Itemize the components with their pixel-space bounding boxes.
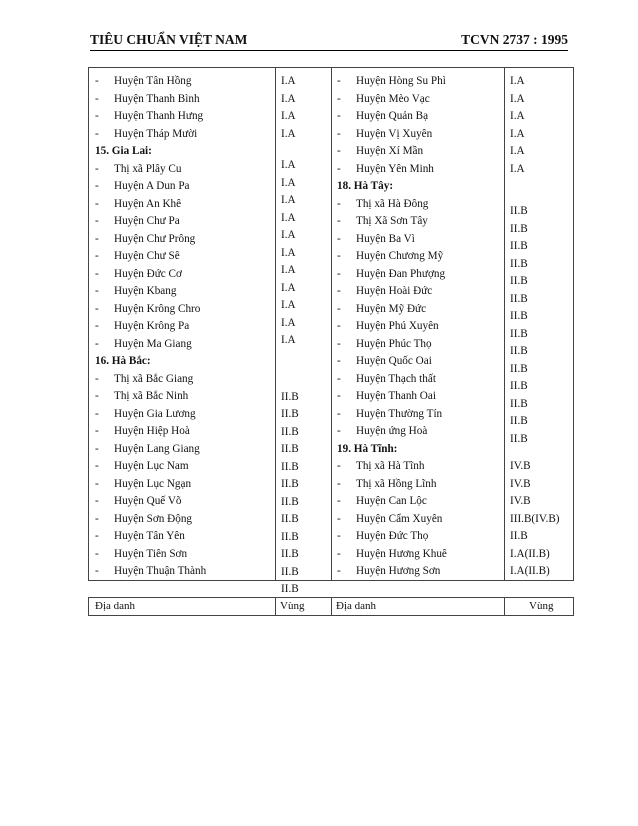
district-name: Huyện Krông Pa [114,320,190,332]
list-bullet: - [95,302,99,315]
footer-place-header: Địa danh [95,600,136,612]
district-name: Thị xã Hà Tĩnh [356,460,425,472]
list-bullet: - [337,355,341,367]
district-row [337,143,502,161]
list-bullet: - [337,337,341,350]
district-name: Thị xã Bắc Ninh [114,390,189,402]
district-name: Huyện Chư Prông [114,232,196,245]
zone-value: II.B [281,390,299,403]
list-bullet: - [337,75,341,87]
district-row [95,458,273,476]
district-name: Huyện Quốc Oai [356,355,432,367]
district-row [95,563,273,581]
list-bullet: - [337,92,341,105]
district-row [95,423,273,441]
zone-value: I.A [510,145,525,157]
district-row [337,126,502,144]
zone-value: II.B [281,443,299,455]
footer-zone-header-2: Vùng [529,600,554,612]
list-bullet: - [337,267,341,280]
district-name: Huyện A Dun Pa [114,180,190,192]
district-name: Huyện Hòng Su Phì [356,75,446,87]
district-name: Huyện Thanh Bình [114,92,200,105]
zone-value: IV.B [510,477,531,490]
district-name: Huyện Can Lộc [356,495,427,507]
district-name: Huyện Yên Minh [356,162,434,175]
district-row [337,231,502,249]
list-bullet: - [95,495,99,507]
list-bullet: - [95,232,99,245]
district-row [337,248,502,266]
district-name: Huyện Mỹ Đức [356,302,427,315]
district-row [95,493,273,511]
list-bullet: - [337,425,341,437]
zone-value: I.A(II.B) [510,547,550,560]
district-row [337,511,502,529]
district-name: Huyện Phúc Thọ [356,337,432,350]
zone-value: I.A [281,159,296,171]
zone-value: I.A [281,281,296,294]
zone-value: II.B [281,460,299,473]
district-row [337,196,502,214]
district-row [337,73,502,91]
district-row [95,301,273,319]
district-row [337,388,502,406]
district-name: Huyện Thuận Thành [114,565,207,577]
district-row [95,213,273,231]
list-bullet: - [337,320,341,332]
list-bullet: - [337,302,341,315]
zone-group [510,73,572,178]
list-bullet: - [95,547,99,560]
district-name: Huyện Ma Giang [114,337,192,350]
district-row [337,213,502,231]
list-bullet: - [337,495,341,507]
district-name: Huyện Xí Mần [356,145,424,157]
list-bullet: - [337,197,341,210]
zone-value: IV.B [510,495,531,507]
district-row [337,318,502,336]
district-name: Huyện Mèo Vạc [356,92,430,105]
district-row [337,493,502,511]
district-row [95,248,273,266]
list-bullet: - [95,197,99,210]
list-bullet: - [337,285,341,297]
district-name: Huyện Lục Ngạn [114,477,192,490]
district-name: Thị xã Hồng Lĩnh [356,477,437,490]
list-bullet: - [95,250,99,262]
district-row [95,161,273,179]
district-row [337,406,502,424]
zone-value: II.B [510,222,528,235]
district-name: Huyện Quế Võ [114,495,182,507]
list-bullet: - [95,460,99,472]
list-bullet: - [95,285,99,297]
zone-value: II.B [510,275,528,287]
district-name: Huyện Kbang [114,285,177,297]
district-name: Huyện An Khê [114,197,182,210]
zone-value: I.A [281,127,296,140]
list-bullet: - [337,250,341,262]
district-row [337,108,502,126]
zone-group [510,458,572,581]
list-bullet: - [95,372,99,385]
district-name: Huyện Lục Nam [114,460,189,472]
district-name: Huyện ứng Hoà [356,425,428,437]
list-bullet: - [95,215,99,227]
zone-value: II.B [510,380,528,392]
list-bullet: - [95,512,99,525]
list-bullet: - [95,477,99,490]
footer-zone-header: Vùng [280,600,305,612]
list-bullet: - [95,127,99,140]
province-heading: 19. Hà Tĩnh: [337,442,398,455]
zone-column-right [510,73,572,581]
district-name: Huyện Đức Cơ [114,267,182,280]
district-name: Huyện Thanh Hưng [114,110,204,122]
zone-value: I.A [281,211,296,224]
zone-value: IV.B [510,460,531,472]
district-name: Huyện Thường Tín [356,407,443,420]
zone-value: I.A [281,299,296,311]
list-bullet: - [337,477,341,490]
district-name: Huyện Quản Bạ [356,110,429,122]
district-row [337,371,502,389]
district-row [95,73,273,91]
list-bullet: - [95,110,99,122]
district-row [337,353,502,371]
district-name: Huyện Lang Giang [114,442,200,455]
zone-value: II.B [281,478,299,490]
zone-value: II.B [281,565,299,578]
district-name: Thị xã Plây Cu [114,162,182,175]
place-column-right [337,73,502,581]
zone-value: I.A [281,316,296,329]
district-row [337,528,502,546]
district-row [95,511,273,529]
zone-value: I.A [510,110,525,122]
district-name: Huyện Tân Yên [114,530,185,542]
zone-value: I.A [281,110,296,122]
list-bullet: - [95,337,99,350]
zone-value: I.A [510,162,525,175]
zone-value: I.A [281,246,296,259]
header-standard-title: TIÊU CHUẨN VIỆT NAM [90,32,248,47]
district-row [95,318,273,336]
district-row [95,406,273,424]
page-header [90,30,568,51]
zone-value: I.A [510,92,525,105]
district-row [95,528,273,546]
district-row [337,336,502,354]
district-name: Huyện Tiên Sơn [114,547,188,560]
district-row [95,546,273,564]
district-row [95,196,273,214]
zone-group [281,389,329,599]
list-bullet: - [337,162,341,175]
zone-value: I.A [281,92,296,105]
zone-value: II.B [510,530,528,542]
district-name: Huyện Hương Sơn [356,565,441,577]
district-row [337,458,502,476]
district-name: Huyện Tân Hồng [114,75,192,87]
district-row [337,301,502,319]
table-divider [331,68,332,580]
list-bullet: - [95,92,99,105]
zone-group [510,203,572,448]
district-name: Huyện Đan Phượng [356,267,446,280]
list-bullet: - [95,267,99,280]
district-row [95,441,273,459]
district-row [337,91,502,109]
footer-place-header-2: Địa danh [336,600,377,612]
list-bullet: - [337,530,341,542]
list-bullet: - [337,127,341,140]
district-row [337,266,502,284]
zone-group [281,73,329,143]
list-bullet: - [95,320,99,332]
table-divider [504,68,505,580]
district-row [337,563,502,581]
district-row [95,388,273,406]
district-row [337,283,502,301]
district-name: Huyện Vị Xuyên [356,127,433,140]
zone-value: II.B [510,397,528,410]
district-row [95,336,273,354]
zone-value: II.B [281,513,299,525]
zone-value: I.A [281,229,296,241]
district-name: Huyện Hoài Đức [356,285,433,297]
district-name: Huyện Đức Thọ [356,530,429,542]
table-divider [275,598,276,615]
list-bullet: - [337,390,341,402]
list-bullet: - [337,215,341,227]
zone-value: II.B [281,425,299,438]
district-name: Huyện Gia Lương [114,407,196,420]
table-divider [275,68,276,580]
district-name: Huyện Thạch thất [356,372,436,385]
footer-header-row [88,597,574,616]
place-column-left [95,73,273,581]
zone-group [281,157,329,350]
header-standard-code: TCVN 2737 : 1995 [461,32,568,47]
district-name: Huyện Sơn Động [114,512,193,525]
list-bullet: - [95,565,99,577]
district-name: Thị xã Bắc Giang [114,372,194,385]
zone-value: I.A [281,75,296,87]
district-row [337,423,502,441]
district-name: Huyện Hương Khuê [356,547,447,560]
district-row [95,108,273,126]
list-bullet: - [337,232,341,245]
zone-value: II.B [510,310,528,322]
district-name: Huyện Phú Xuyên [356,320,439,332]
list-bullet: - [337,110,341,122]
zone-value: I.A [281,176,296,189]
list-bullet: - [337,372,341,385]
list-bullet: - [95,407,99,420]
list-bullet: - [95,75,99,87]
zone-value: II.B [510,292,528,305]
zone-value: II.B [510,257,528,270]
zone-column-left [281,73,329,599]
province-heading: 16. Hà Bắc: [95,355,151,367]
list-bullet: - [95,162,99,175]
zone-value: I.A [281,334,296,346]
list-bullet: - [337,145,341,157]
district-row [337,546,502,564]
zone-value: I.A [281,194,296,206]
province-heading: 15. Gia Lai: [95,145,152,157]
district-row [95,283,273,301]
zone-value: II.B [281,583,299,595]
district-name: Thị xã Hà Đông [356,197,429,210]
zone-value: III.B(IV.B) [510,512,560,525]
district-name: Huyện Tháp Mười [114,127,198,140]
list-bullet: - [95,180,99,192]
zone-value: II.B [510,415,528,427]
list-bullet: - [337,512,341,525]
list-bullet: - [337,547,341,560]
district-name: Huyện Cẩm Xuyên [356,512,443,525]
district-row [95,91,273,109]
zone-value: II.B [510,240,528,252]
zone-value: II.B [510,362,528,375]
table-divider [331,598,332,615]
zone-value: II.B [281,548,299,560]
district-row [95,476,273,494]
location-zone-table [88,67,574,595]
zone-value: II.B [510,345,528,357]
list-bullet: - [337,460,341,472]
zone-value: II.B [510,205,528,217]
district-name: Huyện Chư Sê [114,250,180,262]
district-name: Huyện Chư Pa [114,215,180,227]
list-bullet: - [337,565,341,577]
district-row [95,126,273,144]
district-row [337,476,502,494]
province-heading: 18. Hà Tây: [337,180,394,192]
district-row [95,231,273,249]
district-name: Huyện Ba Vì [356,232,415,245]
list-bullet: - [337,407,341,420]
district-name: Huyện Chương Mỹ [356,250,444,262]
zone-value: II.B [281,495,299,508]
list-bullet: - [95,425,99,437]
zone-value: II.B [281,408,299,420]
district-name: Thị Xã Sơn Tây [356,215,428,227]
district-name: Huyện Hiệp Hoà [114,425,190,437]
table-divider [504,598,505,615]
list-bullet: - [95,530,99,542]
zone-value: II.B [281,530,299,543]
zone-value: II.B [510,327,528,340]
district-name: Huyện Krông Chro [114,302,201,315]
district-row [95,371,273,389]
zone-value: II.B [510,432,528,445]
district-row [337,161,502,179]
zone-value: I.A [510,75,525,87]
zone-value: I.A(II.B) [510,565,550,577]
list-bullet: - [95,442,99,455]
list-bullet: - [95,390,99,402]
district-row [95,178,273,196]
zone-value: I.A [510,127,525,140]
district-name: Huyện Thanh Oai [356,390,436,402]
zone-value: I.A [281,264,296,276]
district-row [95,266,273,284]
